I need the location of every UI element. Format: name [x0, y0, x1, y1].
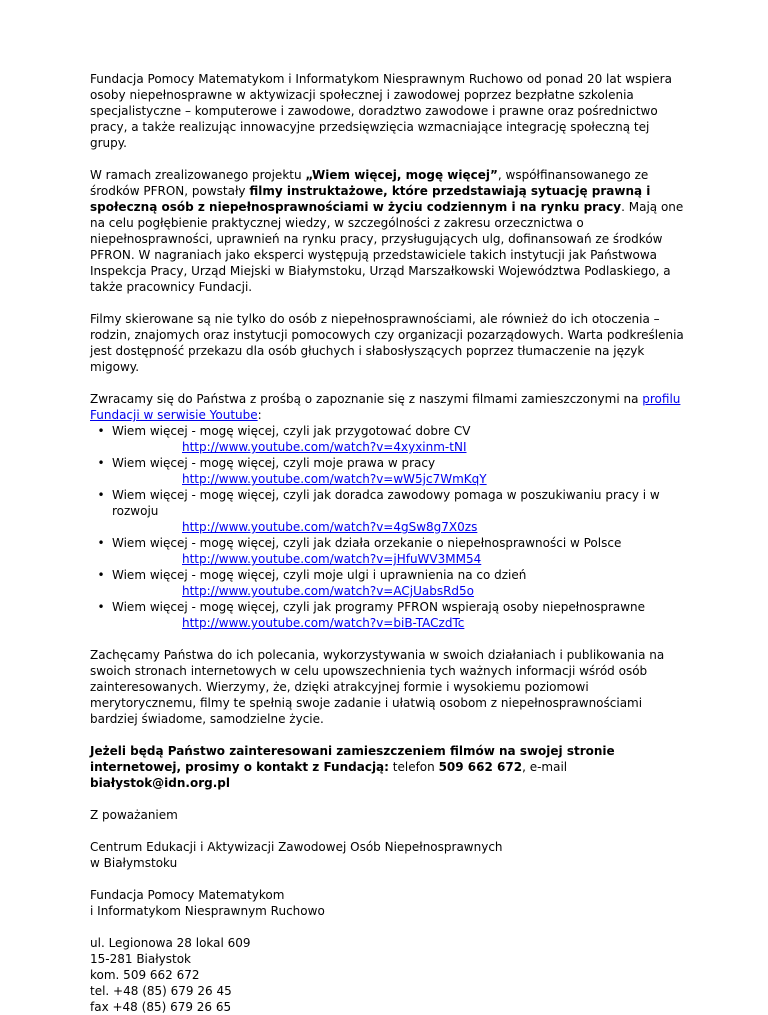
- address-line: fax +48 (85) 679 26 65: [90, 1000, 232, 1014]
- project-name: „Wiem więcej, mogę więcej”: [305, 168, 498, 182]
- email-label: , e-mail: [522, 760, 568, 774]
- film-title: Wiem więcej - mogę więcej, czyli jak programy PFRON wspierają osoby niepełnosprawne: [112, 600, 646, 614]
- contact-request: Jeżeli będą Państwo zainteresowani zamieszczeniem filmów na swojej stronie internetowej, prosimy o kontakt z Fundacją:: [90, 744, 615, 774]
- project-paragraph: [90, 167, 690, 295]
- film-link[interactable]: http://www.youtube.com/watch?v=wW5jc7WmKqY: [182, 472, 487, 486]
- list-item: [90, 455, 690, 487]
- foundation-name: [90, 887, 690, 919]
- intro-paragraph: Fundacja Pomocy Matematykom i Informatykom Niesprawnym Ruchowo od ponad 20 lat wspiera osoby niepełnosprawne w aktywizacji społecznej i zawodowej poprzez bezpłatne szkolenia specjalistyczne – komputerowe i zawodowe, doradztwo zawodowe i prawne oraz pośrednictwo pracy, a także realizując innowacyjne przedsięwzięcia wzmacniające integrację społeczną tej grupy.: [90, 72, 672, 150]
- film-list: [90, 423, 690, 631]
- project-highlight: filmy instruktażowe, które przedstawiają sytuację prawną i społeczną osób z niepełnosprawnościami w życiu codziennym i na rynku pracy: [90, 184, 651, 214]
- foundation-line: Fundacja Pomocy Matematykom: [90, 888, 285, 902]
- request-text: Zwracamy się do Państwa z prośbą o zapoznanie się z naszymi filmami zamieszczonymi na: [90, 392, 643, 406]
- bullet-icon: •: [97, 568, 105, 582]
- address-line: 15-281 Białystok: [90, 952, 191, 966]
- center-line: Centrum Edukacji i Aktywizacji Zawodowej Osób Niepełnosprawnych: [90, 840, 503, 854]
- film-link[interactable]: http://www.youtube.com/watch?v=4xyxinm-tNI: [182, 440, 467, 454]
- film-link[interactable]: http://www.youtube.com/watch?v=4gSw8g7X0zs: [182, 520, 478, 534]
- foundation-line: i Informatykom Niesprawnym Ruchowo: [90, 904, 325, 918]
- film-title: Wiem więcej - mogę więcej, czyli moje prawa w pracy: [112, 456, 436, 470]
- film-title: Wiem więcej - mogę więcej, czyli jak doradca zawodowy pomaga w poszukiwaniu pracy i w rozwoju: [112, 488, 660, 518]
- request-colon: :: [257, 408, 262, 422]
- project-text-3: . Mają one na celu pogłębienie praktycznej wiedzy, w szczególności z zakresu orzecznictwa o niepełnosprawności, uprawnień na rynku pracy, przysługujących ulg, dofinansowań ze środków PFRON. W nagraniach jako eksperci występują przedstawiciele takich instytucji jak Państwowa Inspekcja Pracy, Urząd Miejski w Białymstoku, Urząd Marszałkowski Województwa Podlaskiego, a także pracownicy Fundacji.: [90, 200, 684, 294]
- bullet-icon: •: [97, 600, 105, 614]
- bullet-icon: •: [97, 424, 105, 438]
- phone-label: telefon: [388, 760, 439, 774]
- youtube-profile-link[interactable]: profilu Fundacji w serwisie Youtube: [90, 392, 681, 422]
- list-item: [90, 599, 690, 631]
- address-line: ul. Legionowa 28 lokal 609: [90, 936, 251, 950]
- film-link[interactable]: http://www.youtube.com/watch?v=jHfuWV3MM54: [182, 552, 482, 566]
- request-paragraph: [90, 391, 690, 423]
- address-line: kom. 509 662 672: [90, 968, 200, 982]
- center-line: w Białymstoku: [90, 856, 178, 870]
- film-title: Wiem więcej - mogę więcej, czyli moje ulgi i uprawnienia na co dzień: [112, 568, 527, 582]
- encourage-paragraph: Zachęcamy Państwa do ich polecania, wykorzystywania w swoich działaniach i publikowania na swoich stronach internetowych w celu upowszechnienia tych ważnych informacji wśród osób zainteresowanych. Wierzymy, że, dzięki atrakcyjnej formie i wysokiemu poziomowi merytorycznemu, filmy te spełnią swoje zadanie i ułatwią osobom z niepełnosprawnościami bardziej świadome, samodzielne życie.: [90, 648, 665, 726]
- list-item: [90, 535, 690, 567]
- address-line: tel. +48 (85) 679 26 45: [90, 984, 232, 998]
- film-title: Wiem więcej - mogę więcej, czyli jak przygotować dobre CV: [112, 424, 471, 438]
- film-link[interactable]: http://www.youtube.com/watch?v=biB-TACzdTc: [182, 616, 465, 630]
- film-title: Wiem więcej - mogę więcej, czyli jak działa orzekanie o niepełnosprawności w Polsce: [112, 536, 622, 550]
- bullet-icon: •: [97, 536, 105, 550]
- list-item: [90, 567, 690, 599]
- project-text-2: , współfinansowanego ze środków PFRON, powstały: [90, 168, 649, 198]
- address-block: [90, 935, 690, 1015]
- bullet-icon: •: [97, 456, 105, 470]
- letter-page: [90, 71, 690, 1015]
- audience-paragraph: Filmy skierowane są nie tylko do osób z niepełnosprawnościami, ale również do ich otoczenia – rodzin, znajomych oraz instytucji pomocowych czy organizacji pozarządowych. Warta podkreślenia jest dostępność przekazu dla osób głuchych i słabosłyszących poprzez tłumaczenie na język migowy.: [90, 312, 684, 374]
- center-name: [90, 839, 690, 871]
- contact-paragraph: [90, 743, 690, 791]
- bullet-icon: •: [97, 488, 105, 502]
- list-item: [90, 423, 690, 455]
- closing-text: Z poważaniem: [90, 808, 178, 822]
- project-text-1: W ramach zrealizowanego projektu: [90, 168, 306, 182]
- list-item: [90, 487, 690, 535]
- phone-number: 509 662 672: [438, 760, 523, 774]
- film-link[interactable]: http://www.youtube.com/watch?v=ACjUabsRd5o: [182, 584, 475, 598]
- email-address: białystok@idn.org.pl: [90, 776, 230, 790]
